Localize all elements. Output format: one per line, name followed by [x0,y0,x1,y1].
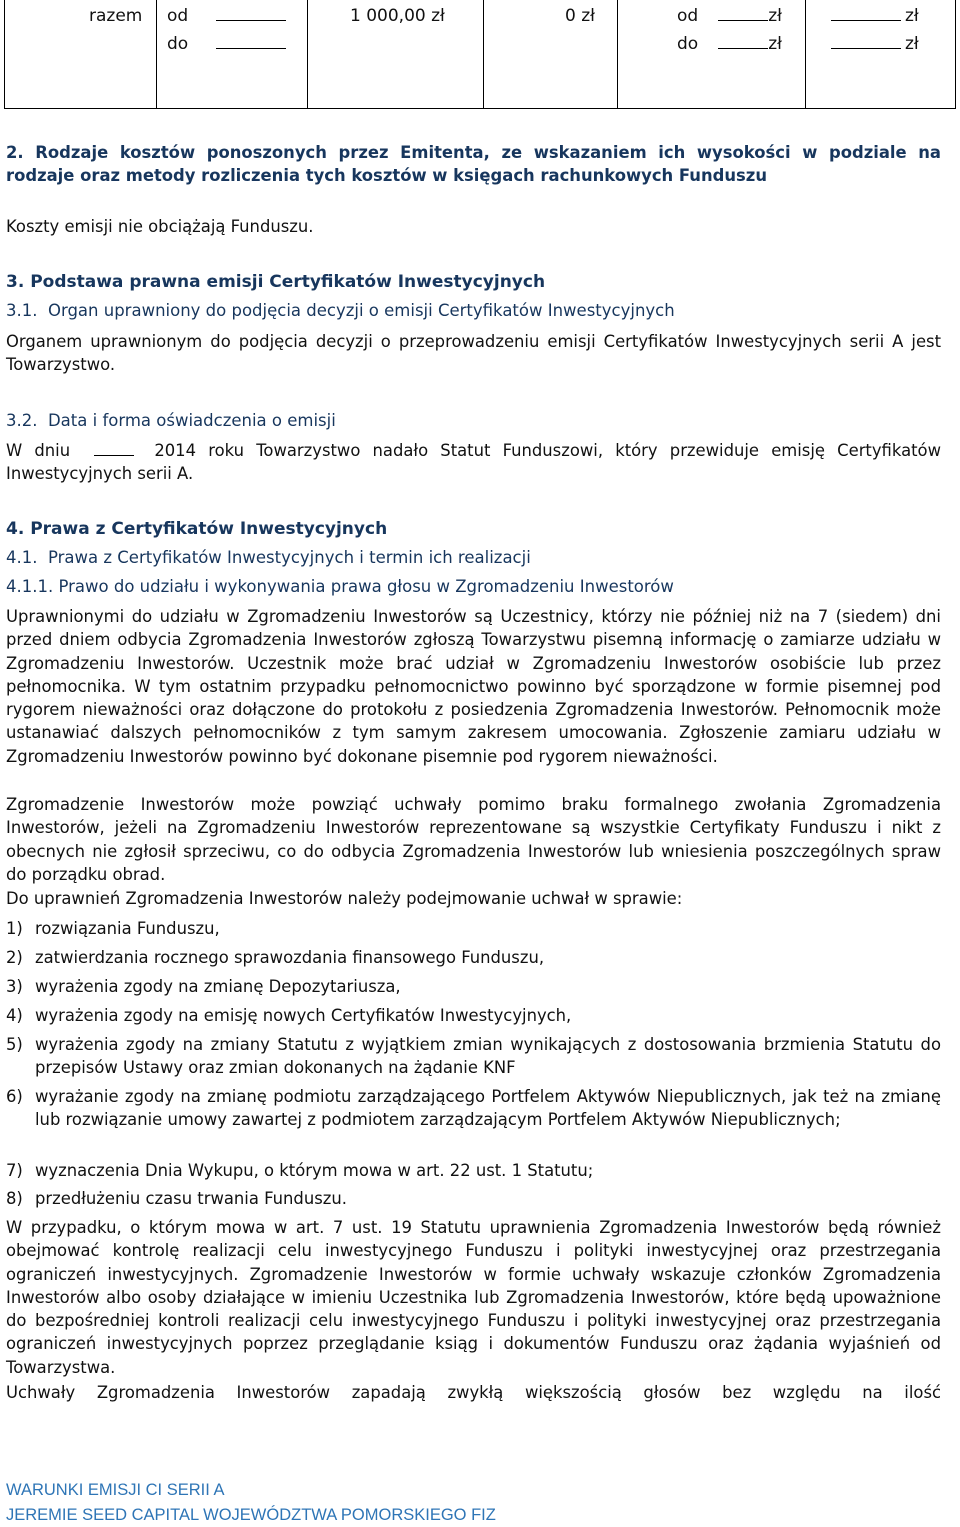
paragraph-participation: Uprawnionymi do udziału w Zgromadzeniu Inwestorów są Uczestnicy, którzy nie później niż na 7 (siedem) dni przed dniem odbycia Zgromadzenia Inwestorów zgłoszą Towarzystwu pisemną informację o zamiarze udziału w Zgromadzeniu Inwestorów. Uczestnik może brać udział w Zgromadzeniu Inwestorów osobiście lub przez pełnomocnika. W tym ostatnim przypadku pełnomocnictwo powinno być sporządzone w formie pisemnej pod rygorem nieważności oraz dołączone do protokołu z posiedzenia Zgromadzenia Inwestorów. Pełnomocnik może ustanawiać dalszych pełnomocników z tym samym zakresem umocowania. Zgłoszenie zamiaru udziału w Zgromadzeniu Inwestorów powinno być dokonane pisemnie pod rygorem nieważności. [6,607,941,766]
table-row-label: razem [89,6,143,26]
section-4-1-1-heading: 4.1.1. Prawo do udziału i wykonywania prawa głosu w Zgromadzeniu Inwestorów [6,577,674,596]
table-divider [307,0,308,108]
section-2-text: Koszty emisji nie obciążają Funduszu. [6,217,314,236]
fee-table [4,0,956,109]
paragraph-resolutions: Uchwały Zgromadzenia Inwestorów zapadają zwykłą większością głosów bez względu na ilość [6,1383,941,1402]
table-divider [617,0,618,108]
section-3-2-heading: 3.2. Data i forma oświadczenia o emisji [6,411,336,430]
table-cell-last-1: zł [831,3,919,30]
section-2-heading: 2. Rodzaje kosztów ponoszonych przez Emitenta, ze wskazaniem ich wysokości w podziale na rodzaje oraz metody rozliczenia tych kosztów w księgach rachunkowych Funduszu [6,143,941,185]
section-3-2-text: W dniu 2014 roku Towarzystwo nadało Statut Funduszowi, który przewiduje emisję Certyfikatów Inwestycyjnych serii A. [6,441,941,484]
section-3-1-heading: 3.1. Organ uprawniony do podjęcia decyzji o emisji Certyfikatów Inwestycyjnych [6,301,675,320]
table-divider [805,0,806,108]
table-cell-to: do [167,31,286,58]
section-4-heading: 4. Prawa z Certyfikatów Inwestycyjnych [6,519,388,539]
table-cell-last-2: zł [831,31,919,58]
table-cell-zero: 0 zł [565,6,595,26]
section-3-1-text: Organem uprawnionym do podjęcia decyzji o przeprowadzeniu emisji Certyfikatów Inwestycyjnych serii A jest Towarzystwo. [6,332,941,375]
paragraph-powers-intro: Do uprawnień Zgromadzenia Inwestorów należy podejmowanie uchwał w sprawie: [6,889,683,908]
table-divider [483,0,484,108]
table-divider [156,0,157,108]
section-3-heading: 3. Podstawa prawna emisji Certyfikatów Inwestycyjnych [6,272,546,292]
footer-title: WARUNKI EMISJI CI SERII A [6,1481,225,1499]
table-cell-from: od [167,3,286,30]
section-4-1-heading: 4.1. Prawa z Certyfikatów Inwestycyjnych i termin ich realizacji [6,548,531,567]
table-cell-amount: 1 000,00 zł [350,6,445,26]
footer-fund-name: JEREMIE SEED CAPITAL WOJEWÓDZTWA POMORSKIEGO FIZ [6,1506,496,1524]
table-cell-range-to: do zł [677,34,782,54]
paragraph-convening: Zgromadzenie Inwestorów może powziąć uchwały pomimo braku formalnego zwołania Zgromadzenia Inwestorów, jeżeli na Zgromadzeniu Inwestorów reprezentowane są wszystkie Certyfikaty Funduszu i nikt z obecnych nie zgłosił sprzeciwu, co do odbycia Zgromadzenia Inwestorów lub wniesienia poszczególnych spraw do porządku obrad. [6,795,941,884]
table-cell-range-from: od zł [677,6,782,26]
paragraph-control: W przypadku, o którym mowa w art. 7 ust. 19 Statutu uprawnienia Zgromadzenia Inwestorów będą również obejmować kontrolę realizacji celu inwestycyjnego Funduszu i polityki inwestycyjnej oraz przestrzegania ograniczeń inwestycyjnych. Zgromadzenie Inwestorów w formie uchwały wskazuje członków Zgromadzenia Inwestorów albo osoby działające w imieniu Uczestnika lub Zgromadzenia Inwestorów, które będą upoważnione do bezpośredniej kontroli realizacji celu inwestycyjnego Funduszu i polityki inwestycyjnej oraz przestrzegania ograniczeń inwestycyjnych poprzez przeglądanie ksiąg i dokumentów Funduszu oraz żądania wyjaśnień od Towarzystwa. [6,1218,941,1377]
